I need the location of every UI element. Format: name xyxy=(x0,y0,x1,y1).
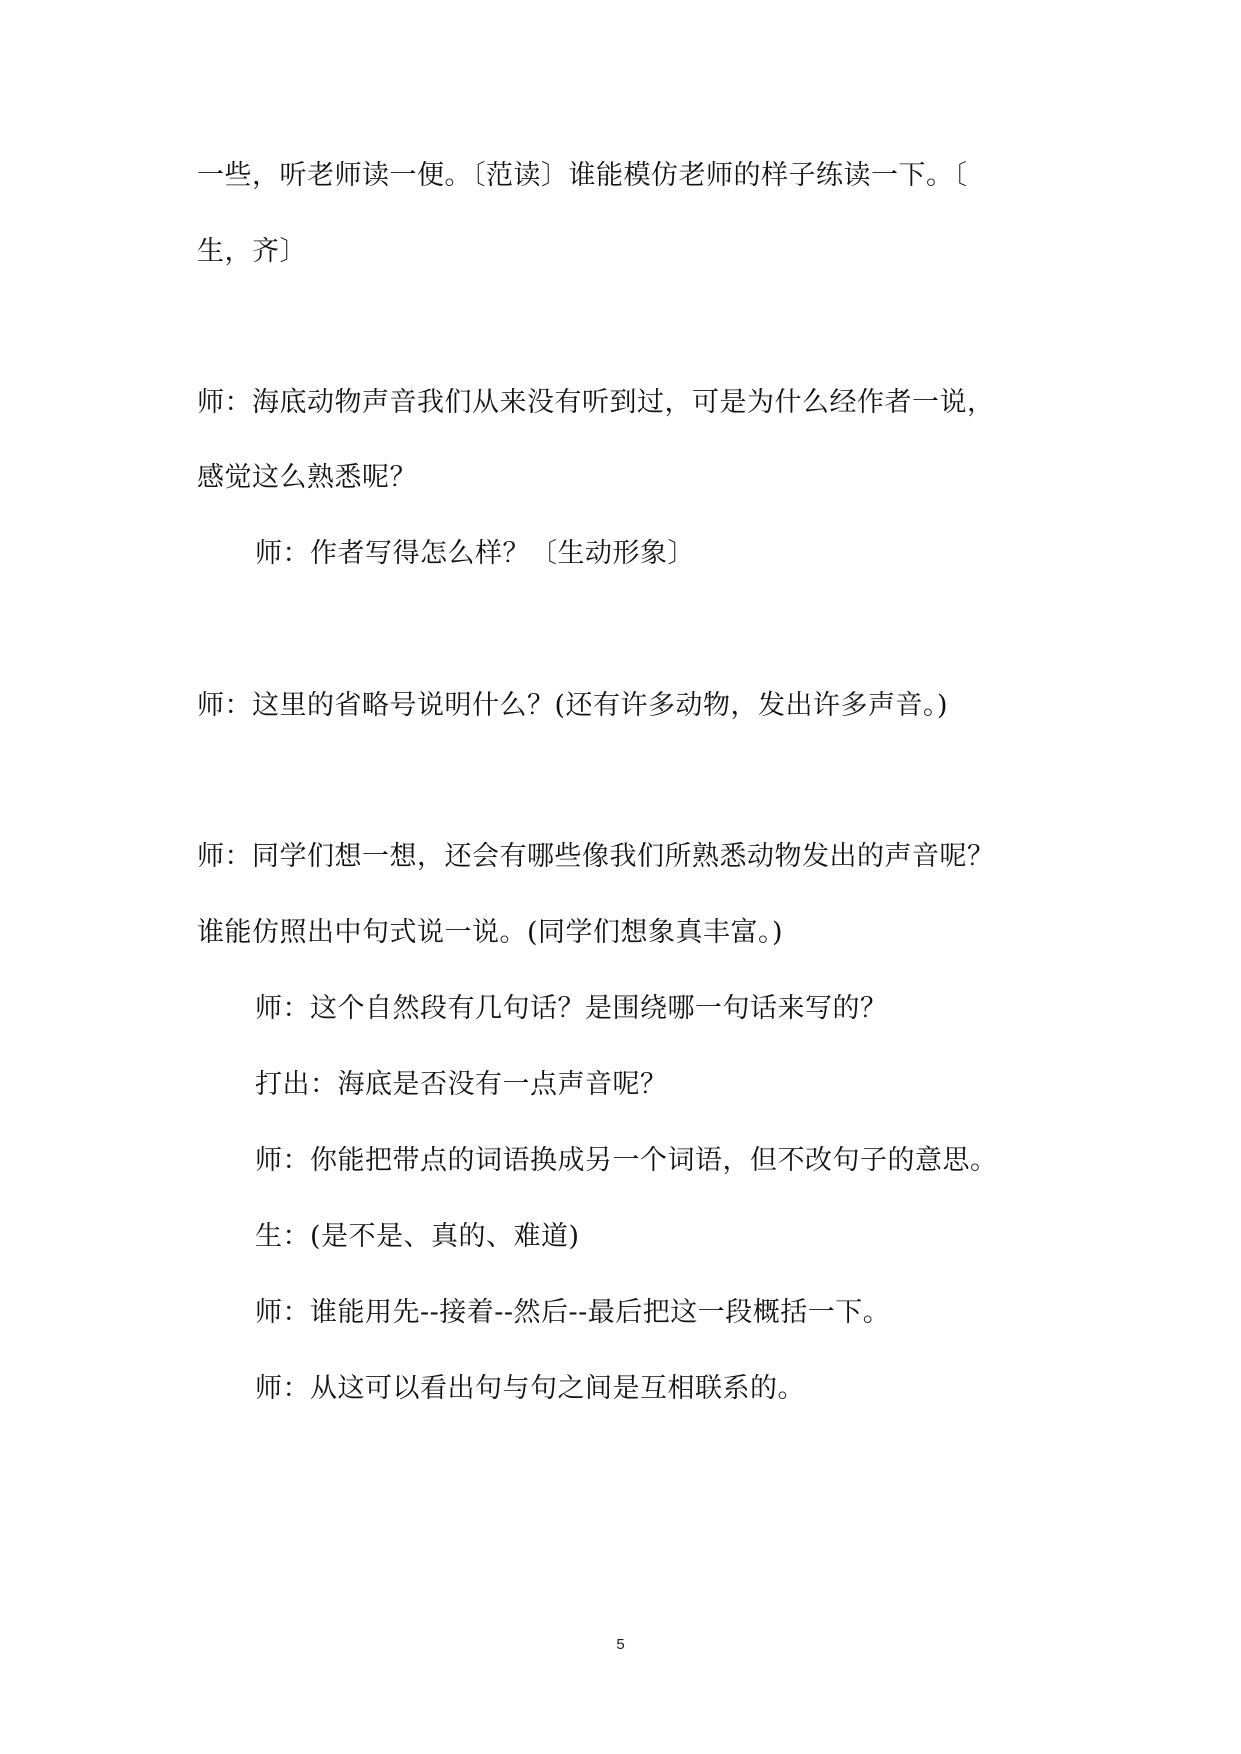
text-line: 师：这个自然段有几句话？是围绕哪一句话来写的？ xyxy=(255,993,888,1024)
text-line: 谁能仿照出中句式说一说。(同学们想象真丰富。) xyxy=(197,917,784,948)
text-line: 师：这里的省略号说明什么？(还有许多动物，发出许多声音。) xyxy=(197,690,949,721)
text-line: 生，齐〕 xyxy=(197,236,307,267)
text-line: 生：(是不是、真的、难道) xyxy=(255,1221,580,1252)
text-line: 一些，听老师读一便。〔范读〕谁能模仿老师的样子练读一下。〔 xyxy=(197,160,968,191)
text-line: 感觉这么熟悉呢？ xyxy=(197,462,417,493)
text-line: 师：你能把带点的词语换成另一个词语，但不改句子的意思。 xyxy=(255,1145,998,1176)
text-line: 师：谁能用先--接着--然后--最后把这一段概括一下。 xyxy=(255,1297,891,1328)
text-line: 师：作者写得怎么样？〔生动形象〕 xyxy=(255,538,695,569)
text-line: 师：同学们想一想，还会有哪些像我们所熟悉动物发出的声音呢？ xyxy=(197,841,995,872)
text-line: 师：海底动物声音我们从来没有听到过，可是为什么经作者一说， xyxy=(197,387,995,418)
text-line: 师：从这可以看出句与句之间是互相联系的。 xyxy=(255,1373,805,1404)
page-number: 5 xyxy=(616,1636,625,1653)
text-line: 打出：海底是否没有一点声音呢？ xyxy=(255,1069,668,1100)
